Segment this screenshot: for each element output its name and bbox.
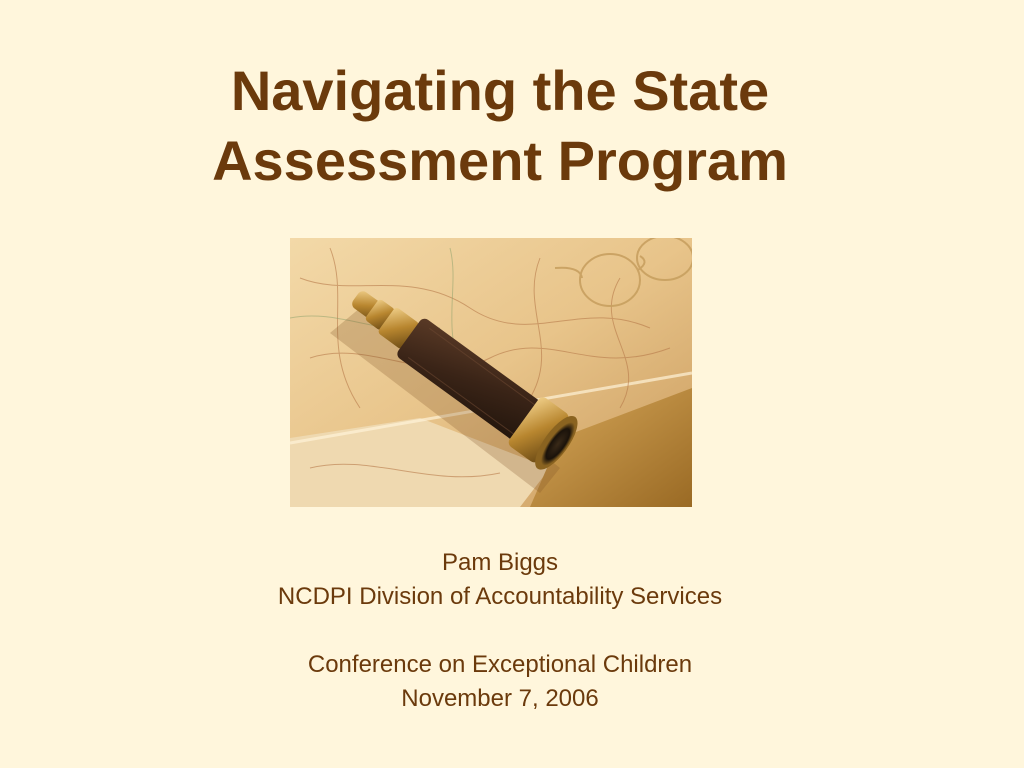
slide-title [0, 56, 1000, 196]
title-line-2: Assessment Program [212, 129, 788, 192]
presenter-info [0, 546, 1000, 716]
title-line-1: Navigating the State [230, 59, 770, 122]
presenter-name: Pam Biggs [441, 549, 559, 576]
event-name: Conference on Exceptional Children [307, 651, 693, 678]
organization: NCDPI Division of Accountability Services [277, 583, 723, 610]
spacer [0, 614, 1000, 648]
event-date: November 7, 2006 [401, 685, 599, 712]
telescope-map-photo [290, 238, 692, 507]
